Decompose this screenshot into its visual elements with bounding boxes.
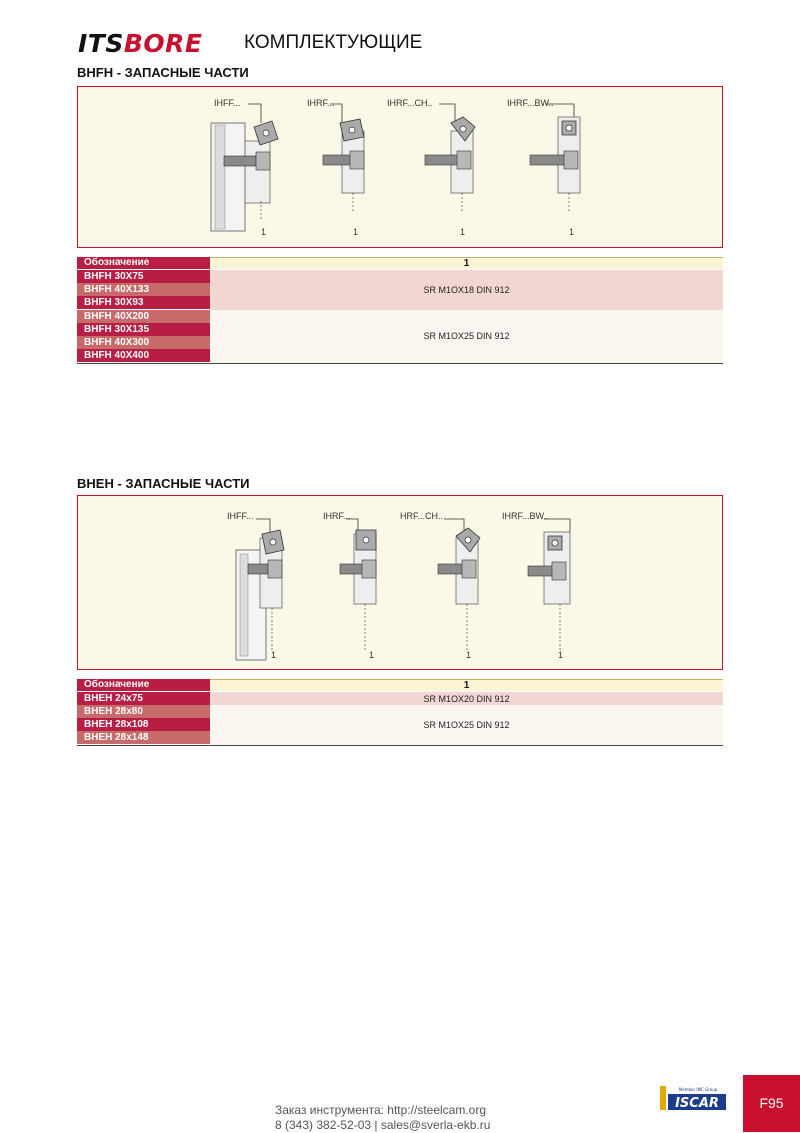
figure-number: 1 bbox=[369, 650, 375, 660]
figure-label: HRF...CH.. bbox=[400, 511, 444, 521]
figure-label: IHRF...BW.. bbox=[502, 511, 549, 521]
table-row: BHFH 40X400 bbox=[77, 349, 210, 362]
table-cell: SR M1OX18 DIN 912 bbox=[423, 285, 510, 295]
figure-label: IHRF...CH.. bbox=[387, 98, 433, 108]
table-header-label: Обозначение bbox=[77, 679, 210, 691]
footer-contact bbox=[275, 1103, 490, 1133]
table-divider bbox=[77, 745, 723, 746]
cartridge-icon bbox=[434, 516, 494, 666]
cartridge-icon bbox=[526, 101, 586, 211]
figure-number: 1 bbox=[466, 650, 472, 660]
figure-bhfh bbox=[77, 86, 723, 248]
table-row: BHFH 40X300 bbox=[77, 336, 210, 349]
figure-label: IHRF... bbox=[323, 511, 351, 521]
page-title: КОМПЛЕКТУЮЩИЕ bbox=[244, 32, 423, 53]
figure-label: IHFF... bbox=[214, 98, 241, 108]
figure-number: 1 bbox=[460, 227, 466, 237]
table-header-value: 1 bbox=[210, 679, 723, 691]
iscar-logo bbox=[658, 1082, 728, 1112]
figure-label: IHFF... bbox=[227, 511, 254, 521]
cartridge-icon bbox=[524, 516, 584, 666]
footer-link[interactable]: Заказ инструмента: http://steelcam.org bbox=[275, 1103, 487, 1117]
iscar-wordmark: ISCAR bbox=[675, 1096, 719, 1111]
table-cell: SR M1OX25 DIN 912 bbox=[423, 331, 510, 341]
section-title-bheh: BHEH - ЗАПАСНЫЕ ЧАСТИ bbox=[77, 476, 250, 491]
table-row: BHFH 30X75 bbox=[77, 270, 210, 283]
page-number: F95 bbox=[743, 1075, 800, 1132]
footer-contacts[interactable]: 8 (343) 382-52-03 | sales@sverla-ekb.ru bbox=[275, 1118, 491, 1132]
table-cell: SR M1OX20 DIN 912 bbox=[423, 694, 510, 704]
table-row: BHEH 24x75 bbox=[77, 692, 210, 705]
figure-number: 1 bbox=[558, 650, 564, 660]
figure-number: 1 bbox=[271, 650, 277, 660]
table-cell: SR M1OX25 DIN 912 bbox=[423, 720, 510, 730]
table-divider bbox=[77, 363, 723, 364]
spare-parts-table-bhfh bbox=[77, 257, 723, 364]
cartridge-icon bbox=[320, 101, 370, 211]
table-row: BHFH 40X200 bbox=[77, 310, 210, 323]
table-row: BHEH 28x80 bbox=[77, 705, 210, 718]
table-header-value: 1 bbox=[210, 257, 723, 269]
boring-head-icon bbox=[228, 516, 298, 666]
iscar-tagline: Member IMC Group bbox=[678, 1087, 718, 1092]
figure-number: 1 bbox=[261, 227, 267, 237]
figure-bheh bbox=[77, 495, 723, 670]
figure-number: 1 bbox=[569, 227, 575, 237]
spare-parts-table-bheh bbox=[77, 679, 723, 746]
cartridge-icon bbox=[421, 101, 481, 211]
figure-label: IHRF...BW.. bbox=[507, 98, 554, 108]
table-row: BHFH 30X93 bbox=[77, 296, 210, 309]
boring-head-icon bbox=[206, 101, 276, 231]
figure-label: IHRF... bbox=[307, 98, 335, 108]
table-row: BHFH 40X133 bbox=[77, 283, 210, 296]
table-header-label: Обозначение bbox=[77, 257, 210, 269]
table-row: BHEH 28x108 bbox=[77, 718, 210, 731]
table-row: BHEH 28x148 bbox=[77, 731, 210, 744]
itsbore-logo: ITSBORE bbox=[78, 29, 203, 58]
cartridge-icon bbox=[336, 516, 386, 666]
section-title-bhfh: BHFH - ЗАПАСНЫЕ ЧАСТИ bbox=[77, 65, 249, 80]
figure-number: 1 bbox=[353, 227, 359, 237]
table-row: BHFH 30X135 bbox=[77, 323, 210, 336]
